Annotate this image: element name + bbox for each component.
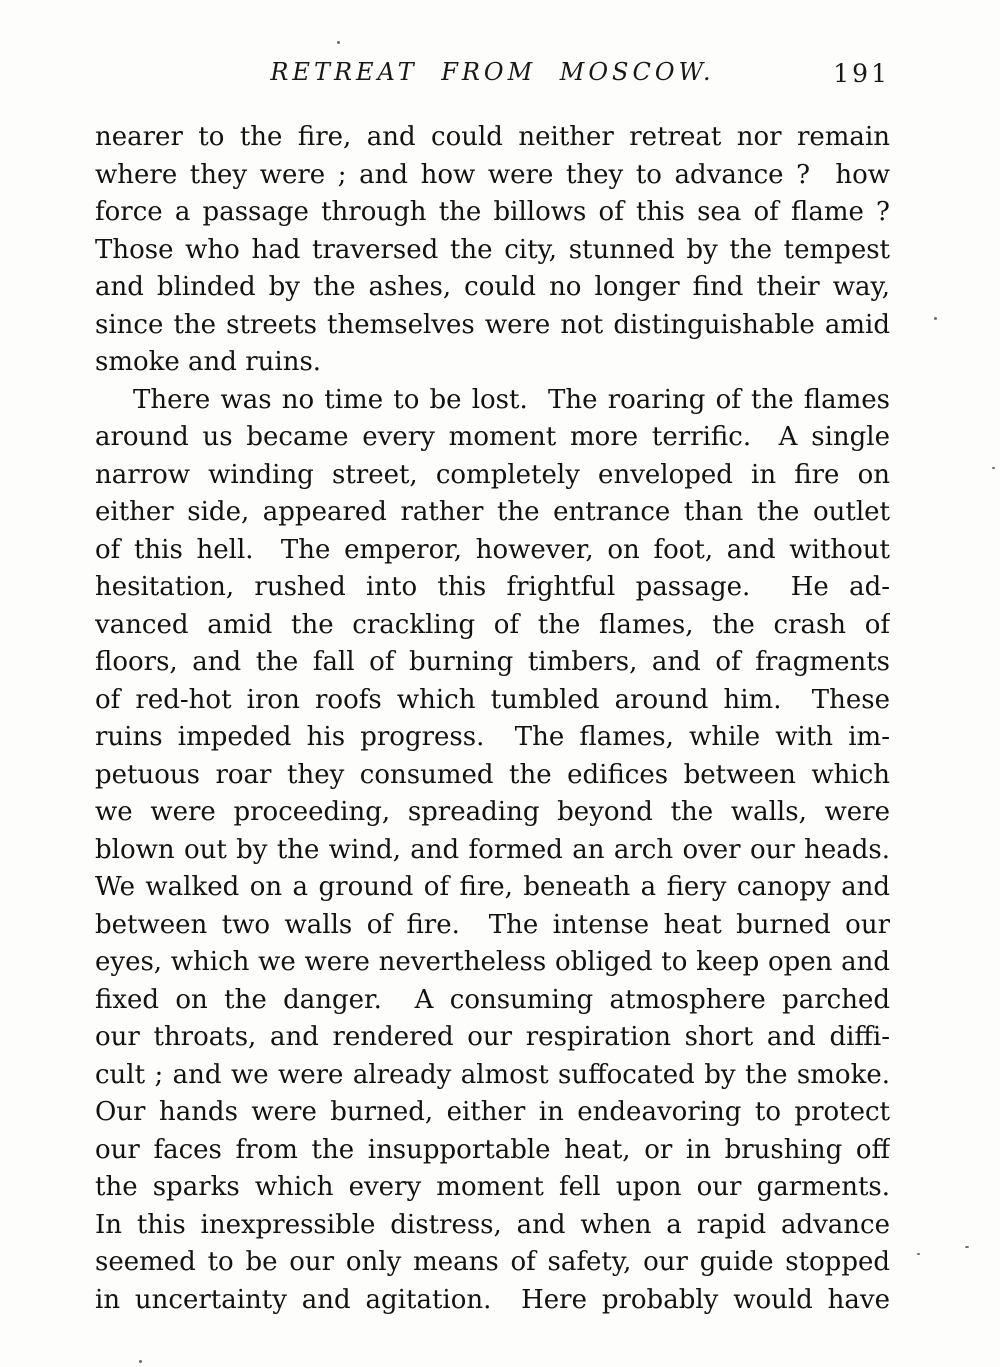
text-line: of this hell. The emperor, however, on foot, and without: [95, 534, 890, 565]
text-line: In this inexpressible distress, and when a rapid advance: [95, 1209, 890, 1240]
text-line: either side, appeared rather the entrance than the outlet: [95, 497, 890, 527]
text-line: hesitation, rushed into this frightful passage. He ad-: [95, 572, 890, 602]
text-line: since the streets themselves were not distinguishable amid: [95, 309, 890, 340]
text-line: in uncertainty and agitation. Here probably would have: [95, 1284, 890, 1315]
text-line: the sparks which every moment fell upon our garments.: [95, 1172, 890, 1202]
text-line: blown out by the wind, and formed an arch over our heads.: [95, 834, 890, 865]
scan-speck: [992, 467, 995, 469]
text-line: We walked on a ground of fire, beneath a fiery canopy and: [95, 872, 890, 902]
page-body: [95, 119, 890, 1319]
scan-speck: [934, 317, 937, 320]
text-line: petuous roar they consumed the edifices between which: [95, 759, 890, 790]
text-line: eyes, which we were nevertheless obliged to keep open and: [95, 947, 890, 977]
text-line: nearer to the fire, and could neither retreat nor remain: [95, 122, 890, 152]
text-line: around us became every moment more terrific. A single: [95, 422, 890, 452]
scan-speck: [337, 41, 340, 44]
page-number: 191: [833, 59, 890, 88]
running-header: [95, 58, 890, 92]
text-line: we were proceeding, spreading beyond the walls, were: [95, 797, 890, 827]
scan-speck: [965, 1246, 969, 1248]
text-line: ruins impeded his progress. The flames, while with im-: [95, 722, 890, 752]
text-line: cult ; and we were already almost suffocated by the smoke.: [95, 1059, 890, 1090]
text-line: seemed to be our only means of safety, our guide stopped: [95, 1247, 890, 1277]
scan-speck: [917, 1253, 920, 1255]
text-line: Those who had traversed the city, stunned by the tempest: [95, 234, 890, 265]
text-line: where they were ; and how were they to advance ? how: [95, 159, 890, 190]
text-line: fixed on the danger. A consuming atmosphere parched: [95, 984, 890, 1015]
text-line: smoke and ruins.: [95, 347, 322, 377]
text-line: between two walls of fire. The intense heat burned our: [95, 909, 890, 940]
running-header-title: RETREAT FROM MOSCOW.: [270, 58, 715, 86]
text-line: There was no time to be lost. The roaring of the flames: [133, 384, 890, 415]
text-line: force a passage through the billows of this sea of flame ?: [95, 197, 890, 227]
scan-speck: [139, 1360, 142, 1363]
text-line: vanced amid the crackling of the flames, the crash of: [95, 609, 890, 640]
text-line: our throats, and rendered our respiration short and diffi-: [95, 1022, 890, 1052]
text-line: our faces from the insupportable heat, or in brushing off: [95, 1134, 890, 1165]
text-line: and blinded by the ashes, could no longer find their way,: [95, 272, 890, 302]
text-line: of red-hot iron roofs which tumbled around him. These: [95, 684, 890, 715]
text-line: Our hands were burned, either in endeavoring to protect: [95, 1097, 890, 1127]
text-line: floors, and the fall of burning timbers, and of fragments: [95, 647, 890, 677]
text-line: narrow winding street, completely enveloped in fire on: [95, 459, 890, 490]
